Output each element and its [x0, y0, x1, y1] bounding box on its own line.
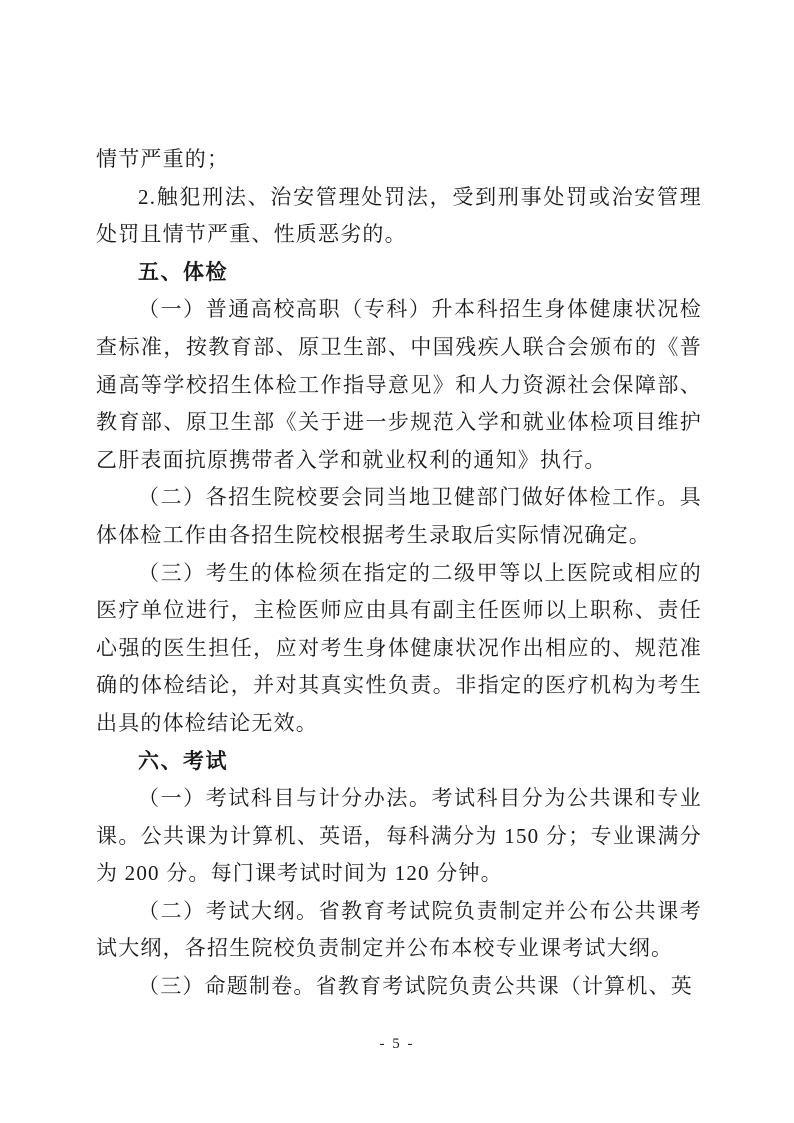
section-heading-6-examination: 六、考试 [138, 749, 228, 773]
paragraph: （一）考试科目与计分办法。考试科目分为公共课和专业课。公共课为计算机、英语，每科满分为 150 分；专业课满分为 200 分。每门课考试时间为 120 分钟。 [96, 786, 702, 886]
page-body-text [96, 141, 702, 1006]
page-number: - 5 - [379, 1036, 415, 1052]
paragraph: （二）各招生院校要会同当地卫健部门做好体检工作。具体体检工作由各招生院校根据考生录取后实际情况确定。 [96, 485, 702, 547]
paragraph: （三）考生的体检须在指定的二级甲等以上医院或相应的医疗单位进行，主检医师应由具有副主任医师以上职称、责任心强的医生担任，应对考生身体健康状况作出相应的、规范准确的体检结论，并对其真实性负责。非指定的医疗机构为考生出具的体检结论无效。 [96, 560, 702, 735]
paragraph: 2.触犯刑法、治安管理处罚法，受到刑事处罚或治安管理处罚且情节严重、性质恶劣的。 [96, 184, 702, 247]
paragraph-continuation: 情节严重的； [96, 147, 230, 171]
paragraph: （三）命题制卷。省教育考试院负责公共课（计算机、英 [138, 974, 693, 999]
section-heading-5-physical-exam: 五、体检 [138, 260, 228, 284]
paragraph: （一）普通高校高职（专科）升本科招生身体健康状况检查标准，按教育部、原卫生部、中国残疾人联合会颁布的《普通高等学校招生体检工作指导意见》和人力资源社会保障部、教育部、原卫生部《关于进一步规范入学和就业体检项目维护乙肝表面抗原携带者入学和就业权利的通知》执行。 [96, 297, 702, 472]
paragraph: （二）考试大纲。省教育考试院负责制定并公布公共课考试大纲，各招生院校负责制定并公布本校专业课考试大纲。 [96, 898, 702, 961]
